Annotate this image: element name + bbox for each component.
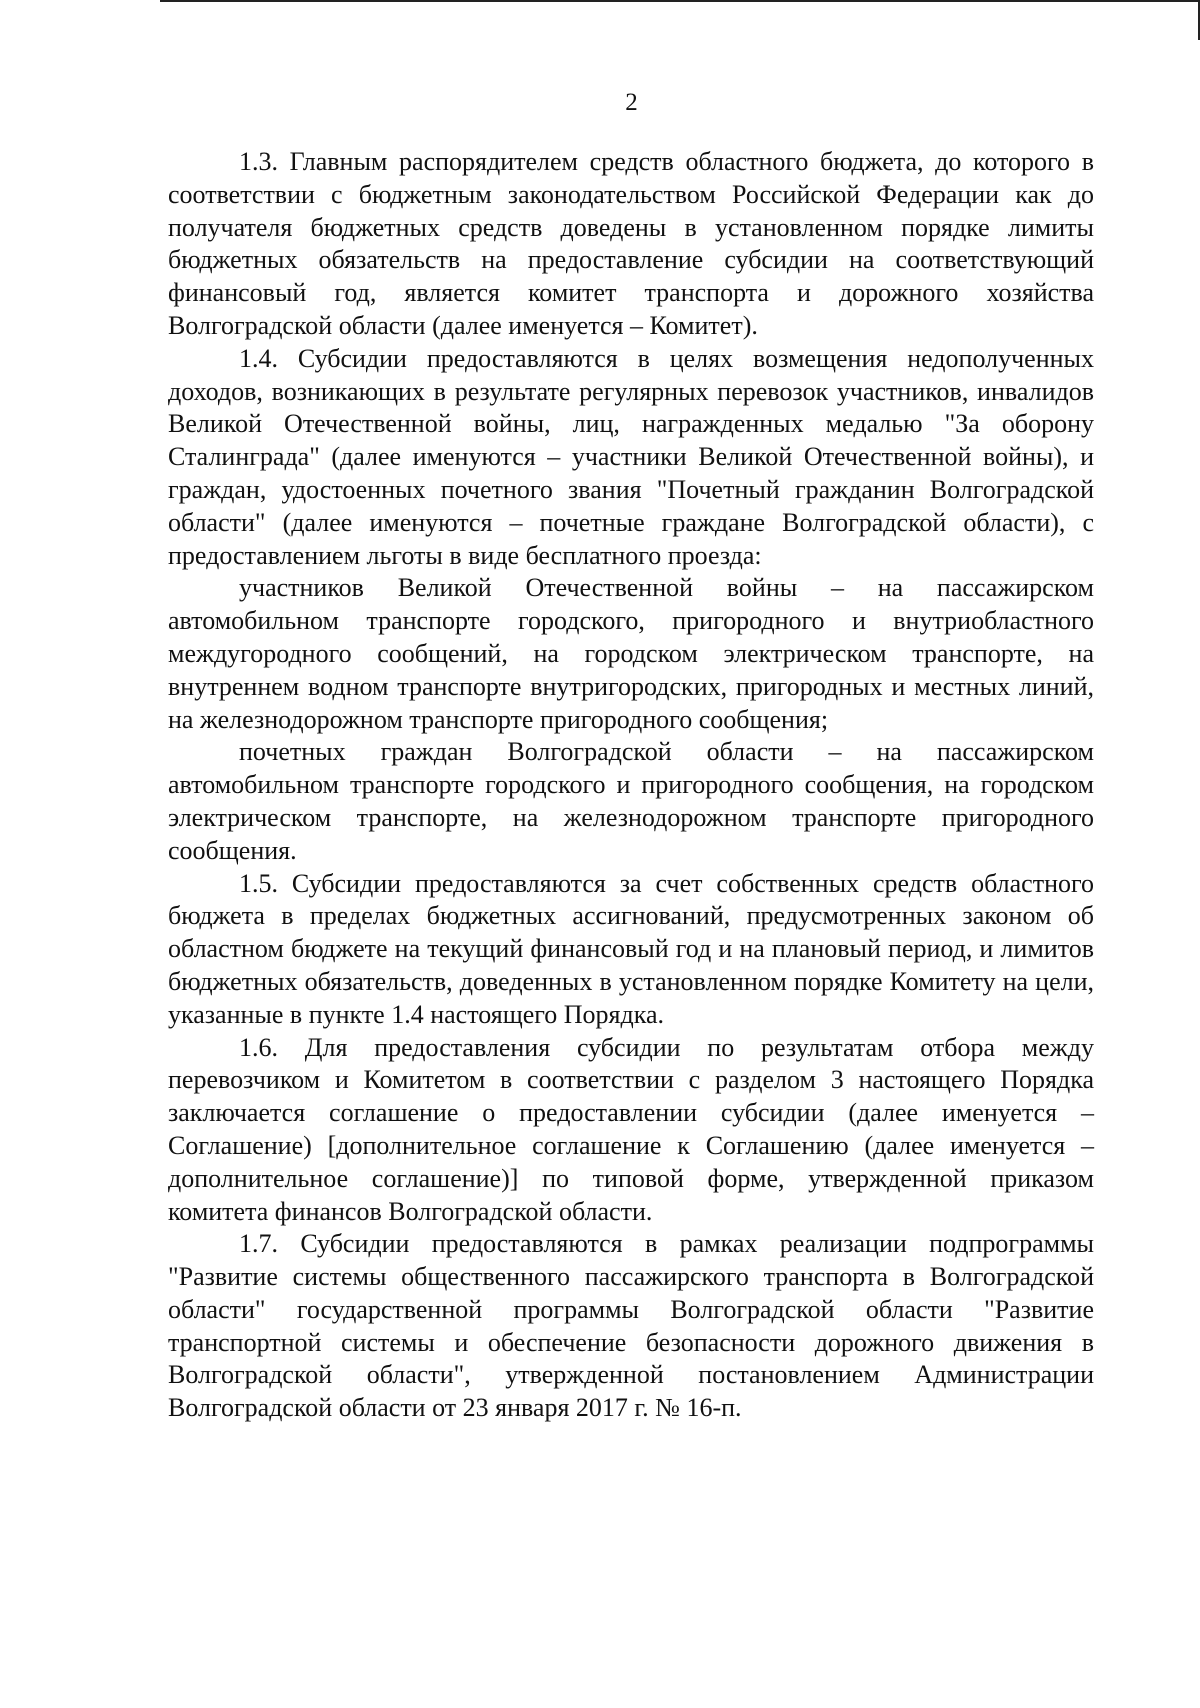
paragraph-1-5: 1.5. Субсидии предоставляются за счет собственных средств областного бюджета в пределах бюджетных ассигнований, предусмотренных законом об областном бюджете на текущий финансовый год и на плановый период, и лимитов бюджетных обязательств, доведенных в установленном порядке Комитету на цели, указанные в пункте 1.4 настоящего Порядка. bbox=[168, 868, 1094, 1029]
paragraph-1-3: 1.3. Главным распорядителем средств областного бюджета, до которого в соответствии с бюджетным законодательством Российской Федерации как до получателя бюджетных средств доведены в установленном порядке лимиты бюджетных обязательств на предоставление субсидии на соответствующий финансовый год, является комитет транспорта и дорожного хозяйства Волгоградской области (далее именуется – Комитет). bbox=[168, 147, 1094, 340]
paragraph-1-4-veterans: участников Великой Отечественной войны – на пассажирском автомобильном транспорте городского, пригородного и внутриобластного междугородного сообщений, на городском электрическом транспорте, на внутреннем водном транспорте внутригородских, пригородных и местных линий, на железнодорожном транспорте пригородного сообщения; bbox=[168, 573, 1094, 734]
paragraph-1-7: 1.7. Субсидии предоставляются в рамках реализации подпрограммы "Развитие системы общественного пассажирского транспорта в Волгоградской области" государственной программы Волгоградской области "Развитие транспортной системы и обеспечение безопасности дорожного движения в Волгоградской области", утвержденной постановлением Администрации Волгоградской области от 23 января 2017 г. № 16-п. bbox=[168, 1229, 1094, 1423]
paragraph-1-4: 1.4. Субсидии предоставляются в целях возмещения недополученных доходов, возникающих в результате регулярных перевозок участников, инвалидов Великой Отечественной войны, лиц, награжденных медалью "За оборону Сталинграда" (далее именуются – участники Великой Отечественной войны), и граждан, удостоенных почетного звания "Почетный гражданин Волгоградской области" (далее именуются – почетные граждане Волгоградской области), с предоставлением льготы в виде бесплатного проезда: bbox=[168, 343, 1094, 570]
paragraph-1-4-honorary-citizens: почетных граждан Волгоградской области – на пассажирском автомобильном транспорте городского и пригородного сообщения, на городском электрическом транспорте, на железнодорожном транспорте пригородного сообщения. bbox=[168, 737, 1094, 865]
page-number: 2 bbox=[625, 89, 638, 116]
scan-edge-top bbox=[160, 0, 1200, 2]
paragraph-1-6: 1.6. Для предоставления субсидии по результатам отбора между перевозчиком и Комитетом в соответствии с разделом 3 настоящего Порядка заключается соглашение о предоставлении субсидии (далее именуется – Соглашение) [дополнительное соглашение к Соглашению (далее именуется – дополнительное соглашение)] по типовой форме, утвержденной приказом комитета финансов Волгоградской области. bbox=[168, 1032, 1094, 1226]
document-body bbox=[168, 146, 1094, 1425]
